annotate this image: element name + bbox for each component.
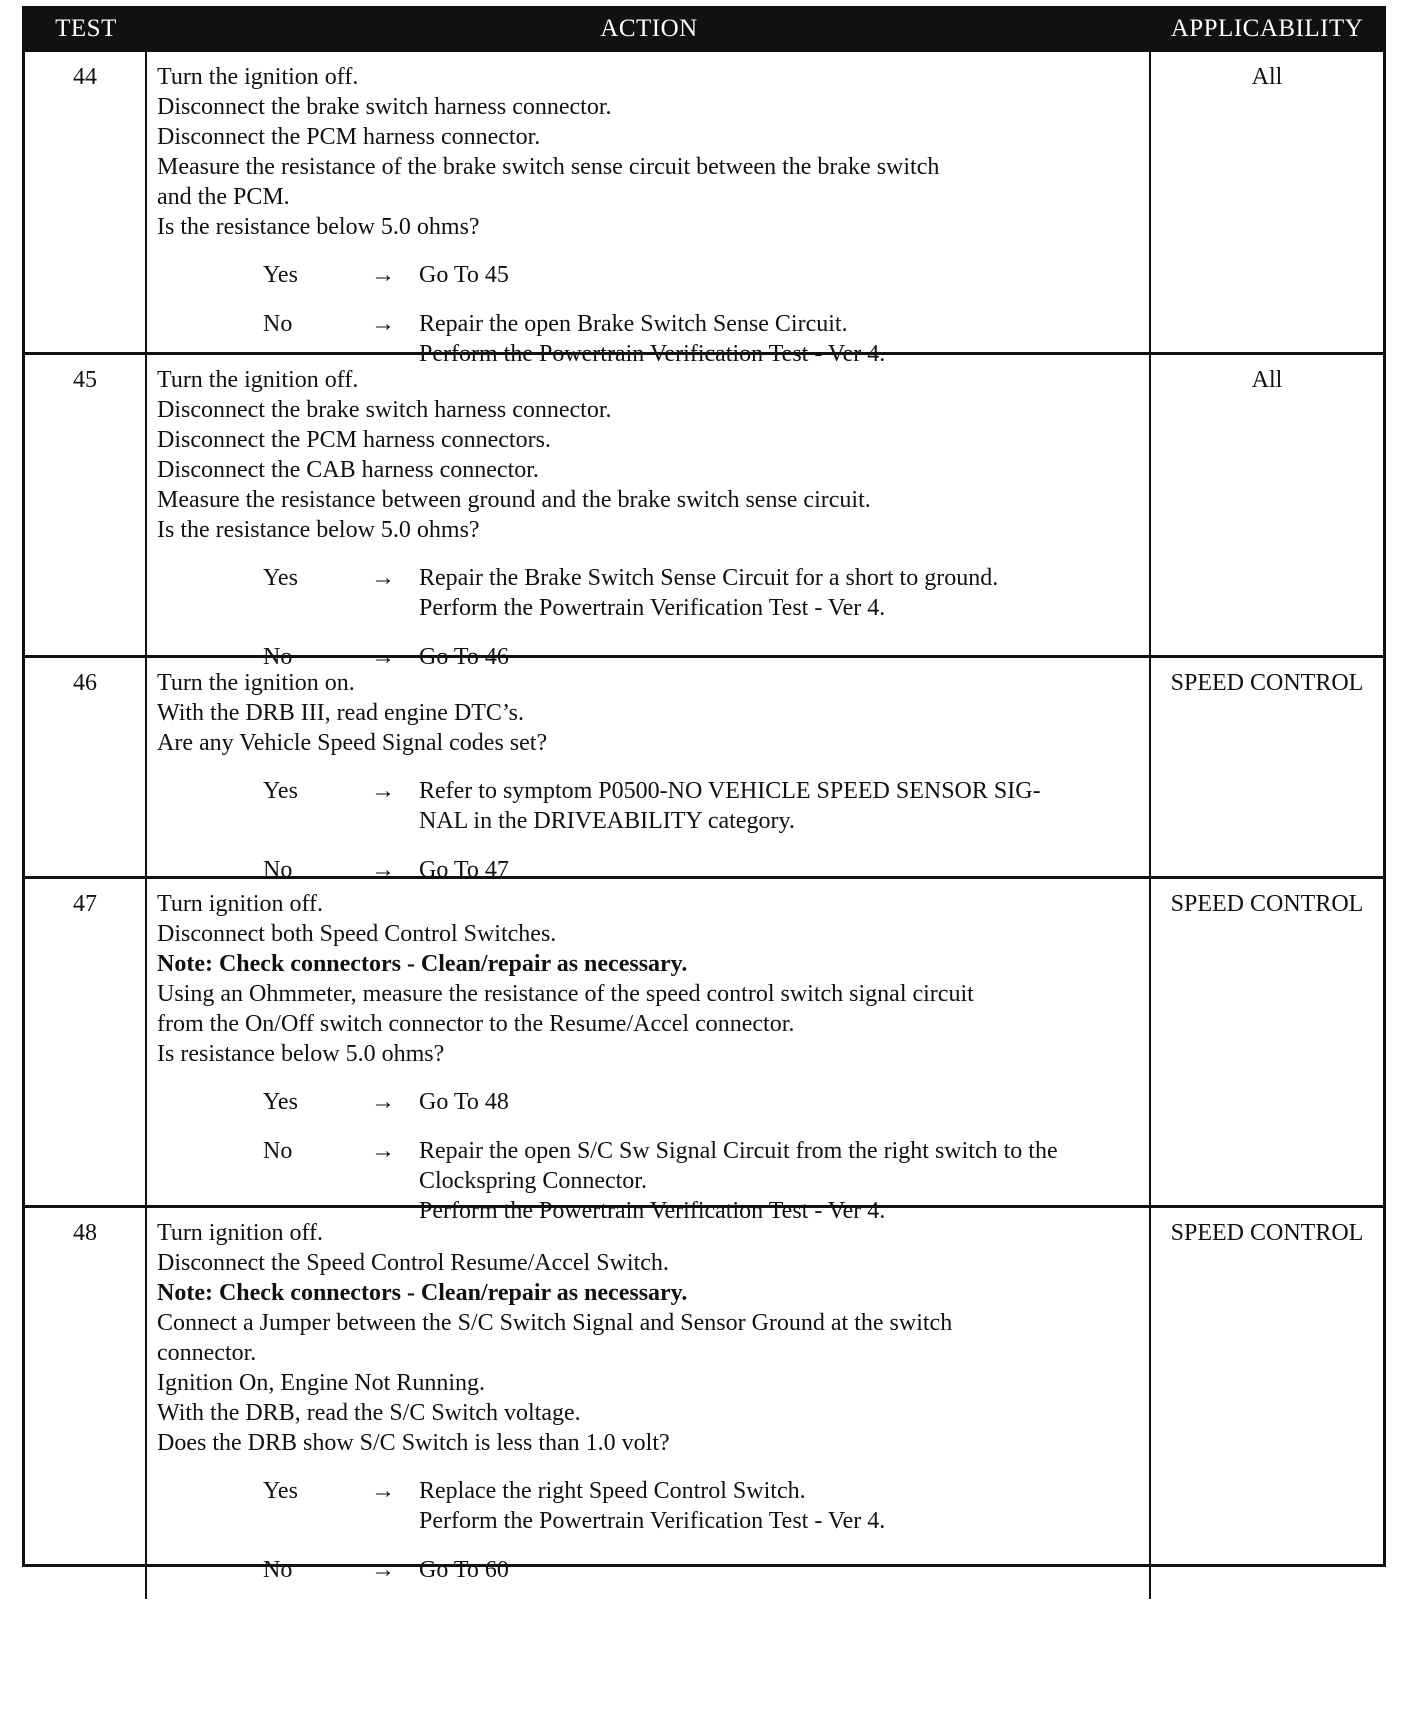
no-label: No — [263, 644, 293, 670]
arrow-icon: → — [371, 644, 395, 670]
diagnostic-table — [22, 6, 1386, 1583]
yes-result — [263, 1087, 1141, 1117]
result-line: Repair the open S/C Sw Signal Circuit from the right switch to the — [419, 1138, 1058, 1164]
action-line: from the On/Off switch connector to the Resume/Accel connector. — [157, 1011, 795, 1037]
action-line: Disconnect the PCM harness connector. — [157, 124, 541, 150]
action-line: Disconnect the brake switch harness connector. — [157, 397, 612, 423]
action-cell — [147, 355, 1151, 686]
table-row — [25, 352, 1383, 670]
yes-result — [263, 776, 1141, 836]
action-line: Turn ignition off. — [157, 891, 324, 917]
yes-result — [263, 260, 1141, 290]
table-row — [25, 876, 1383, 1224]
applicability-cell: All — [1251, 64, 1283, 90]
result-line: Go To 60 — [419, 1557, 509, 1583]
action-line: Using an Ohmmeter, measure the resistance of the speed control switch signal circuit — [157, 981, 974, 1007]
note-line: Note: Check connectors - Clean/repair as necessary. — [157, 951, 688, 977]
result-line: Perform the Powertrain Verification Test - Ver 4. — [419, 341, 886, 367]
arrow-icon: → — [371, 1089, 395, 1115]
no-label: No — [263, 1138, 293, 1164]
arrow-icon: → — [371, 311, 395, 337]
result-line: Go To 47 — [419, 857, 509, 883]
action-line: Turn the ignition off. — [157, 64, 359, 90]
arrow-icon: → — [371, 1557, 395, 1583]
action-cell — [147, 879, 1151, 1240]
test-number: 48 — [25, 1208, 147, 1599]
action-line: Is resistance below 5.0 ohms? — [157, 1041, 445, 1067]
action-cell — [147, 658, 1151, 899]
yes-action-text — [419, 1087, 1141, 1117]
header-applicability: APPLICABILITY — [1170, 15, 1364, 42]
action-line: Are any Vehicle Speed Signal codes set? — [157, 730, 548, 756]
action-line: Is the resistance below 5.0 ohms? — [157, 214, 480, 240]
no-result — [263, 1555, 1141, 1585]
action-line: Connect a Jumper between the S/C Switch Signal and Sensor Ground at the switch — [157, 1310, 953, 1336]
action-line: Disconnect the Speed Control Resume/Accel Switch. — [157, 1250, 669, 1276]
result-line: NAL in the DRIVEABILITY category. — [419, 808, 795, 834]
table-header — [25, 9, 1383, 49]
test-number: 45 — [25, 355, 147, 686]
test-number: 47 — [25, 879, 147, 1240]
applicability-cell: SPEED CONTROL — [1170, 891, 1364, 917]
action-line: Is the resistance below 5.0 ohms? — [157, 517, 480, 543]
yes-label: Yes — [263, 565, 298, 591]
no-label: No — [263, 311, 293, 337]
yes-label: Yes — [263, 1478, 298, 1504]
action-line: Measure the resistance of the brake switch sense circuit between the brake switch — [157, 154, 940, 180]
arrow-icon: → — [371, 778, 395, 804]
yes-result — [263, 1476, 1141, 1536]
arrow-icon: → — [371, 1138, 395, 1164]
table-row — [25, 49, 1383, 367]
table-body — [25, 49, 1383, 1583]
header-test: TEST — [55, 15, 117, 42]
action-line: Disconnect the brake switch harness connector. — [157, 94, 612, 120]
result-line: Repair the open Brake Switch Sense Circuit. — [419, 311, 848, 337]
arrow-icon: → — [371, 1478, 395, 1504]
applicability-cell: All — [1251, 367, 1283, 393]
applicability-cell: SPEED CONTROL — [1170, 1220, 1364, 1246]
action-line: Disconnect both Speed Control Switches. — [157, 921, 557, 947]
yes-action-text — [419, 563, 1141, 623]
yes-label: Yes — [263, 778, 298, 804]
action-line: and the PCM. — [157, 184, 290, 210]
action-line: Turn the ignition on. — [157, 670, 355, 696]
action-line: Disconnect the CAB harness connector. — [157, 457, 539, 483]
action-line: connector. — [157, 1340, 257, 1366]
action-line: Turn the ignition off. — [157, 367, 359, 393]
result-line: Go To 45 — [419, 262, 509, 288]
result-line: Repair the Brake Switch Sense Circuit for a short to ground. — [419, 565, 999, 591]
action-line: Does the DRB show S/C Switch is less than 1.0 volt? — [157, 1430, 670, 1456]
arrow-icon: → — [371, 262, 395, 288]
action-line: Measure the resistance between ground and the brake switch sense circuit. — [157, 487, 871, 513]
action-line: With the DRB, read the S/C Switch voltage. — [157, 1400, 581, 1426]
test-number: 46 — [25, 658, 147, 899]
result-line: Clockspring Connector. — [419, 1168, 647, 1194]
action-line: Disconnect the PCM harness connectors. — [157, 427, 551, 453]
applicability-cell: SPEED CONTROL — [1170, 670, 1364, 696]
no-action-text — [419, 1555, 1141, 1585]
no-label: No — [263, 857, 293, 883]
result-line: Go To 48 — [419, 1089, 509, 1115]
result-line: Perform the Powertrain Verification Test - Ver 4. — [419, 1198, 886, 1224]
table-row — [25, 1205, 1383, 1583]
no-label: No — [263, 1557, 293, 1583]
yes-action-text — [419, 776, 1141, 836]
action-cell — [147, 52, 1151, 383]
action-cell — [147, 1208, 1151, 1599]
note-line: Note: Check connectors - Clean/repair as necessary. — [157, 1280, 688, 1306]
yes-action-text — [419, 1476, 1141, 1536]
action-line: With the DRB III, read engine DTC’s. — [157, 700, 524, 726]
result-line: Perform the Powertrain Verification Test - Ver 4. — [419, 1508, 886, 1534]
yes-action-text — [419, 260, 1141, 290]
result-line: Refer to symptom P0500-NO VEHICLE SPEED SENSOR SIG- — [419, 778, 1041, 804]
result-line: Go To 46 — [419, 644, 509, 670]
action-line: Turn ignition off. — [157, 1220, 324, 1246]
result-line: Replace the right Speed Control Switch. — [419, 1478, 806, 1504]
action-line: Ignition On, Engine Not Running. — [157, 1370, 485, 1396]
header-action: ACTION — [600, 15, 698, 42]
arrow-icon: → — [371, 857, 395, 883]
yes-label: Yes — [263, 262, 298, 288]
yes-label: Yes — [263, 1089, 298, 1115]
table-row — [25, 655, 1383, 883]
test-number: 44 — [25, 52, 147, 383]
arrow-icon: → — [371, 565, 395, 591]
yes-result — [263, 563, 1141, 623]
result-line: Perform the Powertrain Verification Test - Ver 4. — [419, 595, 886, 621]
